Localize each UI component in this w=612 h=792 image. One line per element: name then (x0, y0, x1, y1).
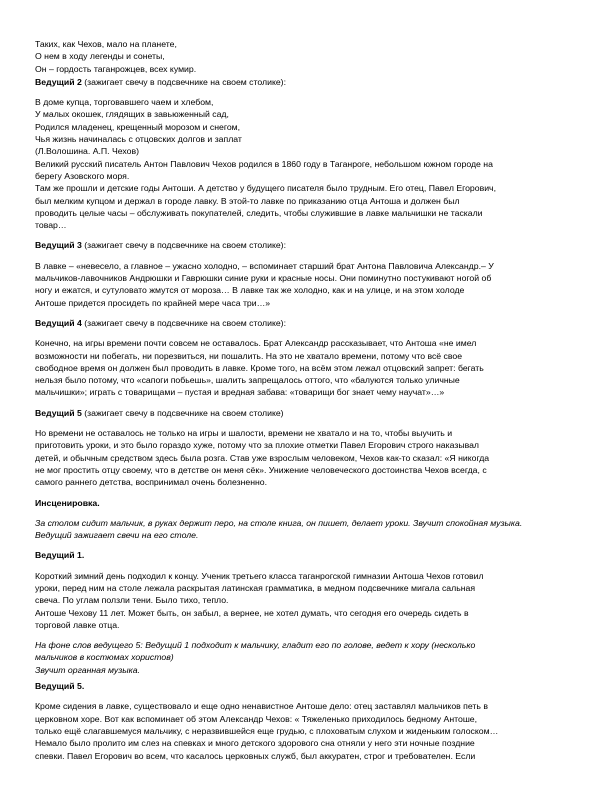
text-line: Ведущий зажигает свечи на его столе. (35, 530, 199, 541)
text-line: приготовить уроки, и это было гораздо хуже, потому что за плохие отметки Павел Егорович строго наказывал (35, 440, 479, 451)
speaker-heading (35, 239, 580, 251)
text-line: торговой лавке отца. (35, 619, 120, 630)
paragraph (35, 700, 580, 761)
speaker-name: Ведущий 5. (35, 681, 85, 692)
poem-line: Он – гордость таганрожцев, всех кумир. (35, 63, 197, 74)
speaker-name: Ведущий 1. (35, 550, 85, 561)
text-line: За столом сидит мальчик, в руках держит перо, на столе книга, он пишет, делает уроки. Звучит спокойная музыка. (35, 517, 523, 528)
text-line: Звучит органная музыка. (35, 664, 141, 675)
text-line: был мелким купцом и держал в городе лавку. В этой-то лавке по приказанию отца Антоша и должен был (35, 195, 460, 206)
text-line: В лавке – «невесело, а главное – ужасно холодно, – вспоминает старший брат Антона Павловича Александр.– У (35, 260, 494, 271)
text-line: спевки. Павел Егорович во всем, что касалось церковных служб, был аккуратен, строг и требователен. Если (35, 750, 476, 761)
text-line: Но времени не оставалось не только на игры и шалости, времени не хватало и на то, чтобы выучить и (35, 428, 453, 439)
text-line: самого раннего детства, воспринимал очень болезненно. (35, 477, 268, 488)
text-line: Короткий зимний день подходил к концу. Ученик третьего класса таганрогской гимназии Антоша Чехов готовил (35, 570, 484, 581)
text-line: мальчишки»; играть с товарищами – пустая и вредная забава: «товарищи бог знает чему научат»…» (35, 387, 445, 398)
speaker-name: Ведущий 4 (35, 317, 82, 328)
text-line: церковном хоре. Вот как вспоминает об этом Александр Чехов: « Тяжеленько приходилось бедному Антоше, (35, 713, 478, 724)
speaker-heading (35, 549, 580, 561)
text-line: детей, и обычным средством здесь была розга. Став уже взрослым человеком, Чехов как-то сказал: «Я никогда (35, 452, 490, 463)
speaker-heading (35, 680, 580, 692)
text-line: свеча. По углам ползли тени. Было тихо, тепло. (35, 595, 229, 606)
stage-note: (зажигает свечу в подсвечнике на своем столике): (81, 317, 286, 328)
text-line: только ещё слагавшемуся мальчику, с неразвившейся еще грудью, с плоховатым слухом и жиденьким голоском… (35, 725, 499, 736)
text-line: Великий русский писатель Антон Павлович Чехов родился в 1860 году в Таганроге, небольшом южном городе на (35, 158, 493, 169)
stage-direction (35, 517, 580, 542)
poem-opening (35, 38, 580, 75)
text-line: уроки, перед ним на столе лежала раскрытая латинская грамматика, в медном подсвечнике мигала сальная (35, 582, 476, 593)
poem-line: Таких, как Чехов, мало на планете, (35, 39, 177, 49)
text-line: нельзя было потому, что «сапоги побьешь», шалить запрещалось оттого, что «балуются только уличные (35, 375, 460, 386)
text-line: товар… (35, 220, 67, 231)
speaker-heading (35, 76, 580, 88)
poem-line: Родился младенец, крещенный морозом и снегом, (35, 121, 241, 132)
poem-line: О нем в ходу легенды и сонеты, (35, 51, 165, 62)
text-line: проводить целые часы – обслуживать покупателей, следить, чтобы служившие в лавке мальчишки не таскали (35, 207, 483, 218)
poem-birth (35, 96, 580, 157)
section-heading (35, 497, 580, 509)
speaker-name: Ведущий 2 (35, 76, 82, 87)
stage-note: (зажигает свечу в подсвечнике на своем столике): (81, 76, 286, 87)
stage-note: (зажигает свечу в подсвечнике на своем столике): (81, 240, 286, 251)
poem-line: Чья жизнь начиналась с отцовских долгов и заплат (35, 134, 242, 145)
speaker-heading (35, 407, 580, 419)
stage-direction (35, 639, 580, 676)
text-line: Конечно, на игры времени почти совсем не оставалось. Брат Александр рассказывает, что Антоша «не имел (35, 338, 477, 349)
text-line: возможности ни побегать, ни порезвиться, ни пошалить. На это не хватало времени, потому что всё свое (35, 350, 463, 361)
text-line: берегу Азовского моря. (35, 170, 130, 181)
poem-line: У малых окошек, глядящих в завьюженный сад, (35, 109, 229, 120)
paragraph (35, 158, 580, 232)
text-line: ногу и ежатся, и сутуловато жмутся от мороза… В лавке так же холодно, как и на улице, и на этом холоде (35, 285, 465, 296)
speaker-heading (35, 317, 580, 329)
staging-title: Инсценировка. (35, 497, 100, 508)
text-line: Кроме сидения в лавке, существовало и еще одно ненавистное Антоше дело: отец заставлял мальчиков петь в (35, 701, 488, 712)
text-line: мальчиков в костюмах хористов) (35, 652, 174, 663)
text-line: не мог простить отцу своему, что в детстве он меня сёк». Унижение человеческого достоинства Чехов всегда, с (35, 464, 487, 475)
paragraph (35, 260, 580, 309)
document-page (35, 38, 580, 762)
speaker-name: Ведущий 3 (35, 240, 82, 251)
paragraph (35, 337, 580, 398)
paragraph (35, 570, 580, 631)
text-line: Немало было пролито им слез на спевках и много детского здорового сна отняли у него эти ночные поздние (35, 738, 475, 749)
stage-note: (зажигает свечу в подсвечнике на своем столике) (81, 407, 284, 418)
text-line: мальчиков-лавочников Андрюшки и Гаврюшки синие руки и красные носы. Они поминутно постукивают ногой об (35, 273, 492, 284)
text-line: Антоше придется просидеть по крайней мере часа три…» (35, 297, 271, 308)
poem-line: В доме купца, торговавшего чаем и хлебом, (35, 97, 214, 108)
text-line: Антоше Чехову 11 лет. Может быть, он забыл, а вернее, не хотел думать, что сегодня его очередь сидеть в (35, 607, 469, 618)
text-line: свободное время он должен был проводить в лавке. Кроме того, на всём этом лежал отцовский запрет: бегать (35, 362, 484, 373)
text-line: Там же прошли и детские годы Антоши. А детство у будущего писателя было трудным. Его отец, Павел Егорович, (35, 183, 496, 194)
paragraph (35, 427, 580, 488)
text-line: На фоне слов ведущего 5: Ведущий 1 подходит к мальчику, гладит его по голове, ведет к хору (несколько (35, 640, 476, 651)
poem-attribution: (Л.Волошина. А.П. Чехов) (35, 146, 140, 157)
speaker-name: Ведущий 5 (35, 407, 82, 418)
